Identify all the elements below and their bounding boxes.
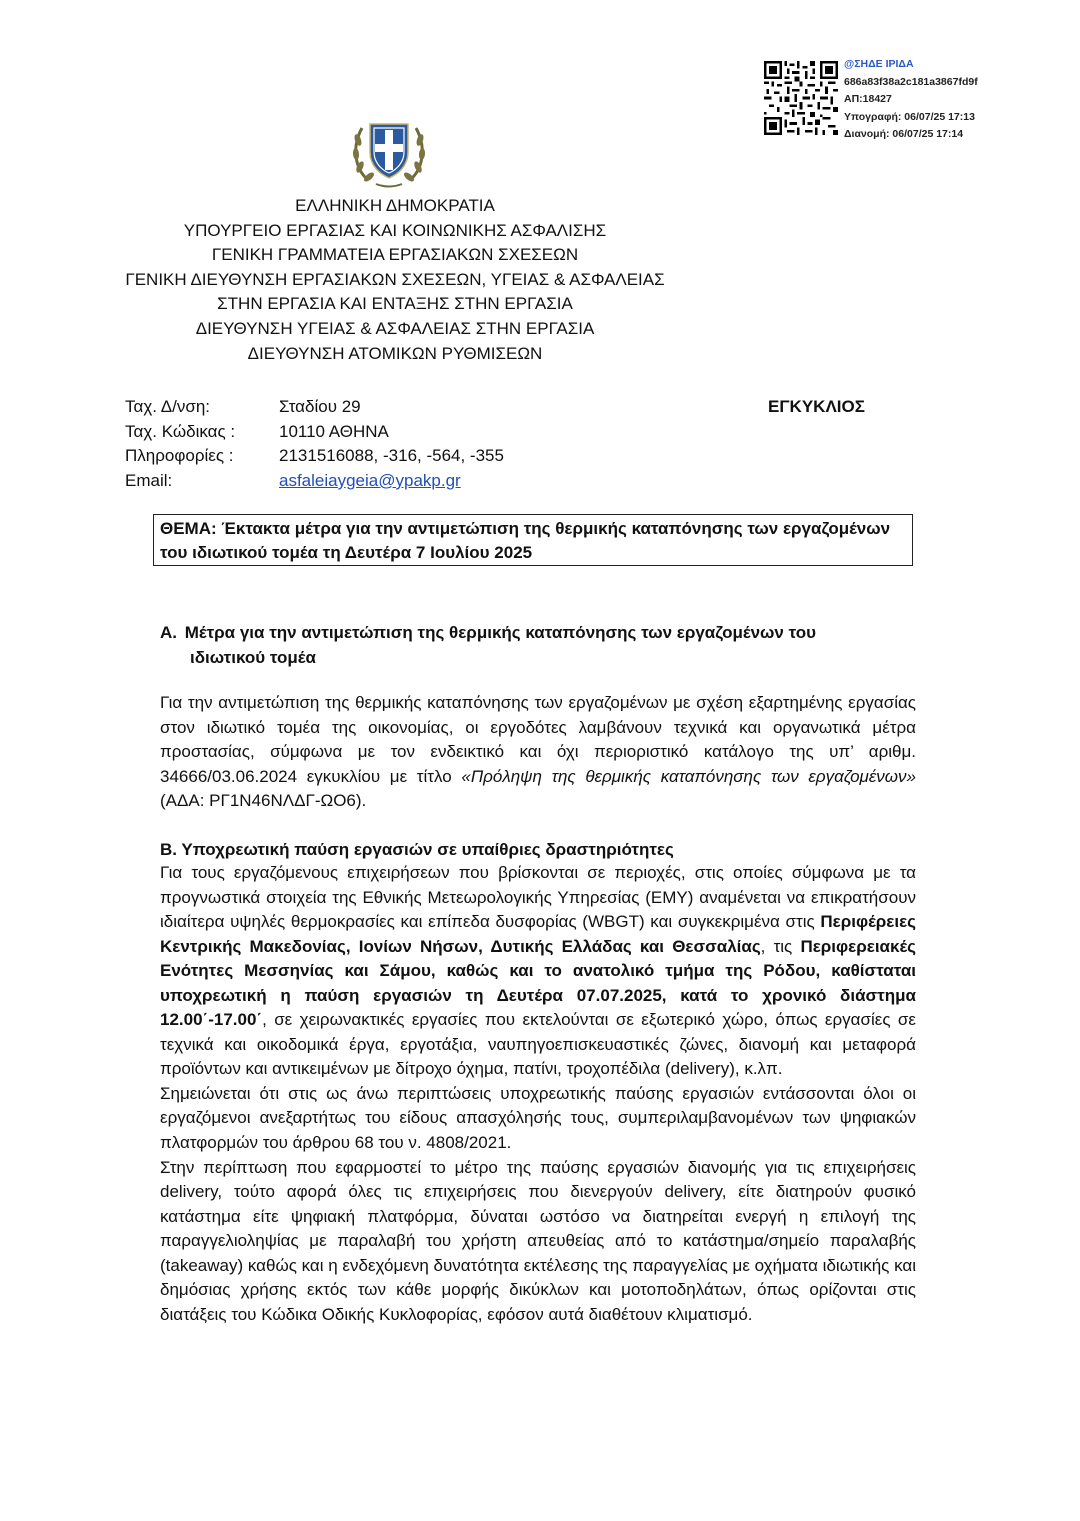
contact-block <box>125 395 504 493</box>
section-b-paragraph: Σημειώνεται ότι στις ως άνω περιπτώσεις υποχρεωτικής παύσης εργασιών εντάσσονται όλοι οι εργαζόμενοι ανεξαρτήτως του είδους απασχόλησής τους, συμπεριλαμβανομένων των ψηφιακών πλατφορμών του άρθρου 68 του ν. 4808/2021. <box>160 1083 916 1153</box>
header-line: ΣΤΗΝ ΕΡΓΑΣΙΑ ΚΑΙ ΕΝΤΑΞΗΣ ΣΤΗΝ ΕΡΓΑΣΙΑ <box>217 294 573 314</box>
stamp-org: @ΣΗΔΕ ΙΡΙΔΑ <box>844 58 914 70</box>
email-row <box>125 469 504 494</box>
address-row <box>125 395 504 420</box>
bold-text: Περιφερειακές Ενότητες Μεσσηνίας και Σάμου, καθώς και το ανατολικό τμήμα της Ρόδου, καθίσταται υποχρεωτική η παύση εργασιών τη Δευτέρα 07.07.2025, κατά το χρονικό διάστημα 12.00΄-17.00΄ <box>160 936 917 1030</box>
paragraph-text: , σε χειρωνακτικές εργασίες που εκτελούνται σε εξωτερικό χώρο, όπως εργασίες σε τεχνικά και οικοδομικά έργα, εργοτάξια, ναυπηγοεπισκευαστικές ζώνες, διανομή και μεταφορά προϊόντων και αντικειμένων με δίτροχο όχημα, πατίνι, τροχοπέδιλα (delivery), κ.λπ. <box>160 1010 916 1079</box>
stamp-protocol: ΑΠ:18427 <box>844 93 892 106</box>
qr-code-icon <box>764 60 838 136</box>
section-a-paragraph <box>160 691 916 814</box>
street-value: Σταδίου 29 <box>279 397 361 416</box>
phone-row <box>125 444 504 469</box>
header-line: ΔΙΕΥΘΥΝΣΗ ΥΓΕΙΑΣ & ΑΣΦΑΛΕΙΑΣ ΣΤΗΝ ΕΡΓΑΣΙΑ <box>195 318 595 338</box>
street-label: Ταχ. Δ/νση: <box>125 397 211 416</box>
stamp-signed: Υπογραφή: 06/07/25 17:13 <box>844 110 975 123</box>
zip-row <box>125 420 504 445</box>
section-b-heading: Β. Υποχρεωτική παύση εργασιών σε υπαίθριες δραστηριότητες <box>160 840 674 859</box>
digital-signature-stamp <box>844 56 978 144</box>
paragraph-text: Για τους εργαζόμενους επιχειρήσεων που βρίσκονται σε περιοχές, στις οποίες σύμφωνα με τα προγνωστικά στοιχεία της Εθνικής Μετεωρολογικής Υπηρεσίας (ΕΜΥ) αναμένεται να επικρατήσουν ιδιαίτερα υψηλές θερμοκρασίες και επίπεδα δυσφορίας (WBGT) και συγκεκριμένα στις <box>160 863 916 932</box>
section-a-title: Μέτρα για την αντιμετώπιση της θερμικής καταπόνησης των εργαζομένων του <box>184 623 816 642</box>
zip-value: 10110 ΑΘΗΝΑ <box>279 421 389 441</box>
bold-text: Περιφέρειες Κεντρικής Μακεδονίας, Ιονίων Νήσων, Δυτικής Ελλάδας και Θεσσαλίας <box>160 912 916 956</box>
stamp-hash: 686a83f38a2c181a3867fd9f <box>844 75 978 88</box>
header-line: ΓΕΝΙΚΗ ΔΙΕΥΘΥΝΣΗ ΕΡΓΑΣΙΑΚΩΝ ΣΧΕΣΕΩΝ, ΥΓΕΙΑΣ & ΑΣΦΑΛΕΙΑΣ <box>125 269 665 289</box>
paragraph-text: Για την αντιμετώπιση της θερμικής καταπόνησης των εργαζομένων με σχέση εξαρτημένης εργασίας στον ιδιωτικό τομέα της οικονομίας, οι εργοδότες λαμβάνουν τεχνικά και οργανωτικά μέτρα προστασίας, σύμφωνα με τον ενδεικτικό και όχι περιοριστικό κατάλογο της υπ’ αριθμ. 34666/03.06.2024 εγκυκλίου με τίτλο <box>160 693 916 786</box>
subject-line: του ιδιωτικού τομέα τη Δευτέρα 7 Ιουλίου 2025 <box>160 542 533 562</box>
email-link[interactable]: asfaleiaygeia@ypakp.gr <box>279 470 461 490</box>
header-line: ΔΙΕΥΘΥΝΣΗ ΑΤΟΜΙΚΩΝ ΡΥΘΜΙΣΕΩΝ <box>247 343 543 363</box>
header-line: ΓΕΝΙΚΗ ΓΡΑΜΜΑΤΕΙΑ ΕΡΓΑΣΙΑΚΩΝ ΣΧΕΣΕΩΝ <box>211 245 579 265</box>
hellenic-republic-emblem-icon <box>348 110 430 192</box>
header-line: ΥΠΟΥΡΓΕΙΟ ΕΡΓΑΣΙΑΣ ΚΑΙ ΚΟΙΝΩΝΙΚΗΣ ΑΣΦΑΛΙΣΗΣ <box>183 220 607 240</box>
email-label: Email: <box>125 470 173 490</box>
section-b-paragraph <box>160 861 916 1082</box>
paragraph-text: , τις <box>760 936 801 956</box>
document-type: ΕΓΚΥΚΛΙΟΣ <box>768 397 865 416</box>
section-a-title-cont: ιδιωτικού τομέα <box>190 648 316 667</box>
section-b-body <box>160 861 916 1327</box>
subject-box <box>153 514 913 566</box>
phone-value: 2131516088, -316, -564, -355 <box>279 446 504 466</box>
header-line: ΕΛΛΗΝΙΚΗ ΔΗΜΟΚΡΑΤΙΑ <box>295 196 495 215</box>
phone-label: Πληροφορίες : <box>125 446 234 466</box>
stamp-distributed: Διανομή: 06/07/25 17:14 <box>844 128 964 141</box>
section-b-paragraph: Στην περίπτωση που εφαρμοστεί το μέτρο της παύσης εργασιών διανομής για τις επιχειρήσεις delivery, τούτο αφορά όλες τις επιχειρήσεις που διενεργούν delivery, είτε διατηρούν φυσικό κατάστημα είτε ψηφιακή πλατφόρμα, δύναται ωστόσο να διατηρείται ενεργή η επιλογή της παραγγελιοληψίας με παραλαβή του χρήστη απευθείας από το κατάστημα/σημείο παραλαβής (takeaway) καθώς και η ενδεχόμενη δυνατότητα εκτέλεσης της παραγγελίας με οχήματα ιδιωτικής και δημόσιας χρήσης εκτός των κάθε μορφής δικύκλων και μοτοποδηλάτων, όπως ορίζονται στις διατάξεις του Κώδικα Οδικής Κυκλοφορίας, εφόσον αυτά διαθέτουν κλιματισμό. <box>160 1157 916 1324</box>
subject-line: ΘΕΜΑ: Έκτακτα μέτρα για την αντιμετώπιση της θερμικής καταπόνησης των εργαζομένων <box>160 519 891 538</box>
section-a-letter: Α. <box>160 623 177 642</box>
section-a-heading <box>160 620 915 670</box>
zip-label: Ταχ. Κώδικας : <box>125 421 236 441</box>
paragraph-text: (ΑΔΑ: ΡΓ1Ν46ΝΛΔΓ-ΩΟ6). <box>160 791 367 811</box>
circular-title: «Πρόληψη της θερμικής καταπόνησης των εργαζομένων» <box>461 766 916 786</box>
ministry-header <box>0 194 790 366</box>
